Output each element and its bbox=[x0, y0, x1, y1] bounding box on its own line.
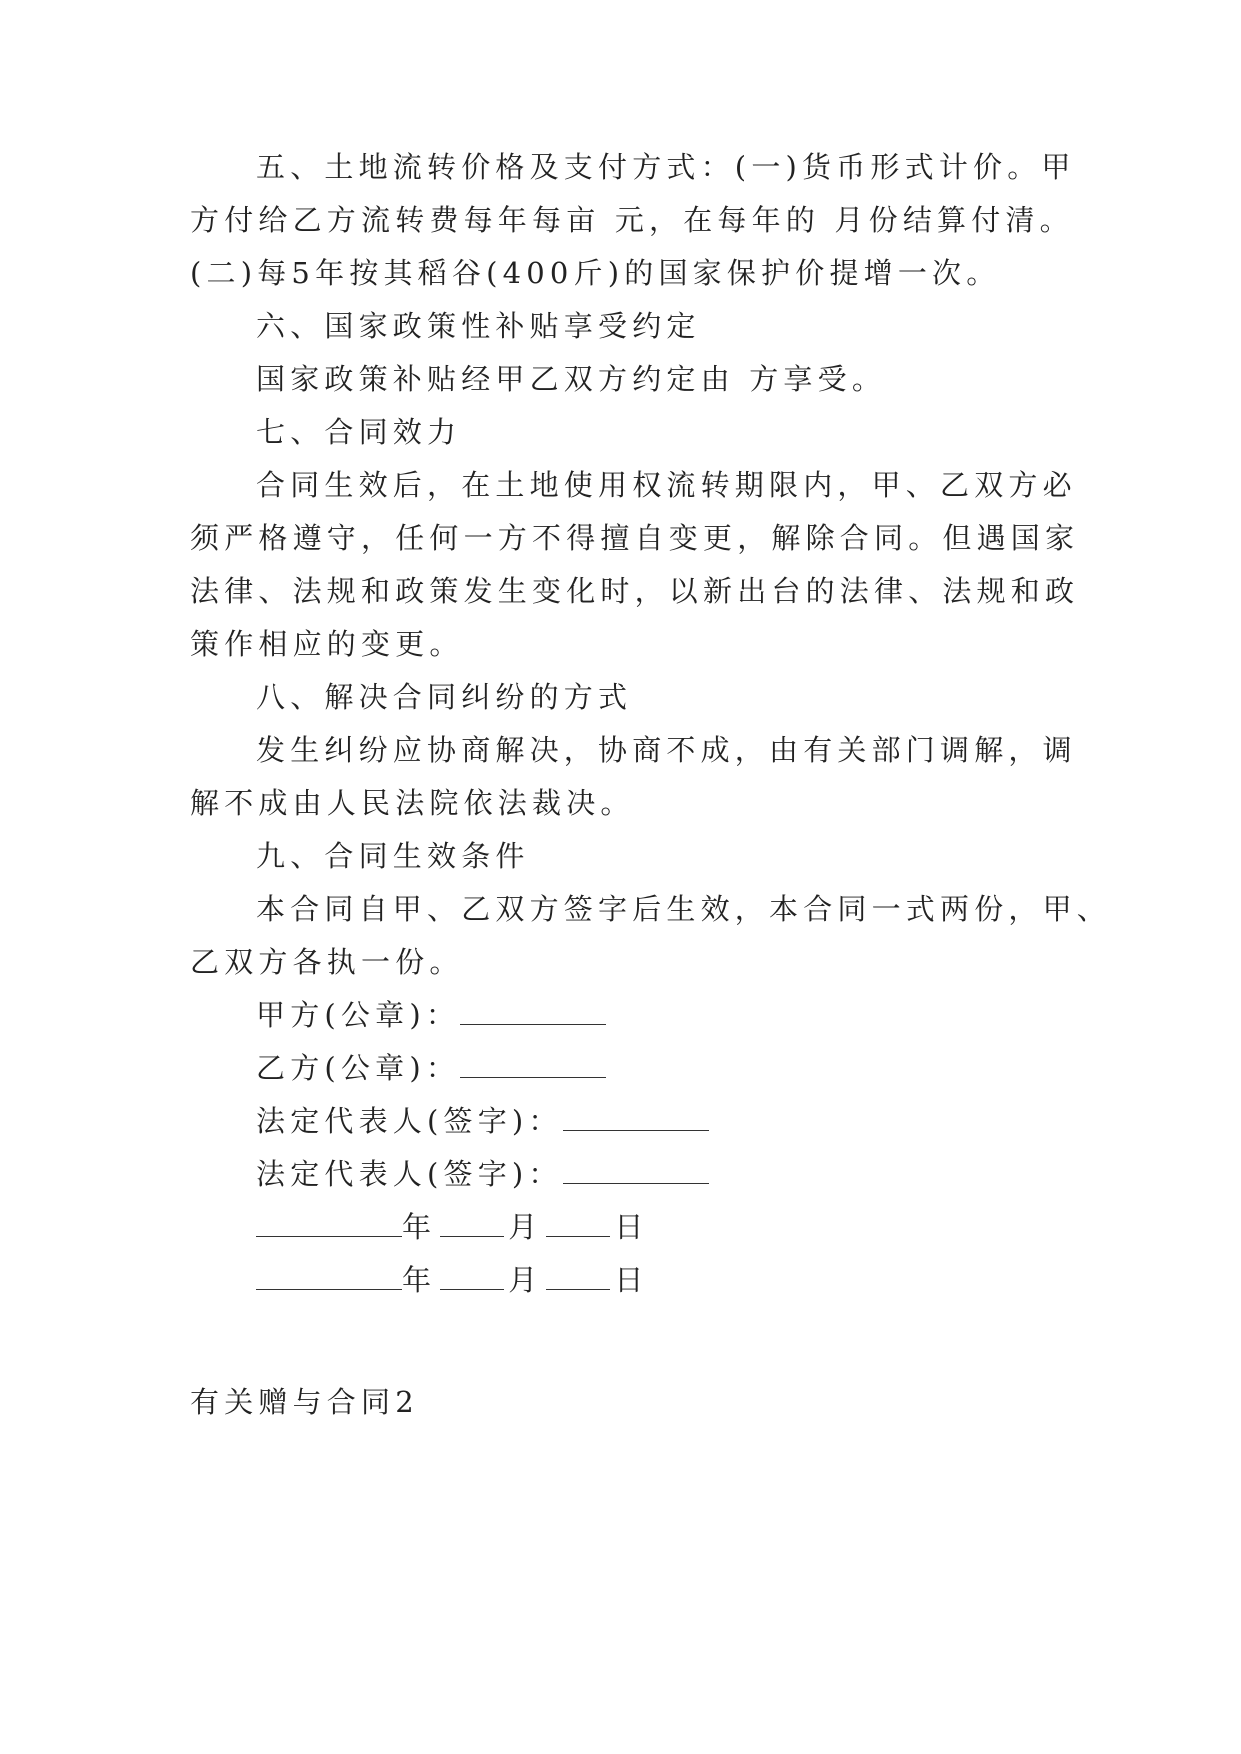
rep-1-label: 法定代表人(签字)： bbox=[256, 1104, 563, 1138]
year-label: 年 bbox=[402, 1263, 437, 1297]
clause-8-line-2: 解不成由人民法院依法裁决。 bbox=[190, 786, 635, 820]
clause-9-heading: 九、合同生效条件 bbox=[256, 839, 530, 873]
month-label: 月 bbox=[508, 1263, 543, 1297]
year-blank bbox=[256, 1210, 402, 1237]
month-blank bbox=[440, 1263, 504, 1290]
rep-1-blank bbox=[563, 1104, 709, 1131]
day-label: 日 bbox=[614, 1210, 649, 1244]
party-a-label: 甲方(公章)： bbox=[256, 998, 461, 1032]
month-label: 月 bbox=[508, 1210, 543, 1244]
rep-2-blank bbox=[563, 1157, 709, 1184]
party-b-blank bbox=[460, 1051, 606, 1078]
day-blank bbox=[546, 1210, 610, 1237]
year-blank bbox=[256, 1263, 402, 1290]
rep-2-signature-row bbox=[256, 1154, 709, 1194]
party-a-blank bbox=[460, 998, 606, 1025]
year-label: 年 bbox=[402, 1210, 437, 1244]
clause-6-heading: 六、国家政策性补贴享受约定 bbox=[256, 309, 701, 343]
clause-7-heading: 七、合同效力 bbox=[256, 415, 462, 449]
clause-7-line-3: 法律、法规和政策发生变化时，以新出台的法律、法规和政 bbox=[190, 574, 1080, 608]
month-blank bbox=[440, 1210, 504, 1237]
clause-9-line-1: 本合同自甲、乙双方签字后生效，本合同一式两份，甲、 bbox=[256, 892, 1112, 926]
date-row-1 bbox=[256, 1207, 649, 1247]
clause-8-line-1: 发生纠纷应协商解决，协商不成，由有关部门调解，调 bbox=[256, 733, 1077, 767]
party-a-signature-row bbox=[256, 995, 606, 1035]
day-blank bbox=[546, 1263, 610, 1290]
next-section-title: 有关赠与合同2 bbox=[190, 1385, 419, 1419]
party-b-signature-row bbox=[256, 1048, 606, 1088]
party-b-label: 乙方(公章)： bbox=[256, 1051, 461, 1085]
date-row-2 bbox=[256, 1260, 649, 1300]
clause-8-heading: 八、解决合同纠纷的方式 bbox=[256, 680, 633, 714]
rep-2-label: 法定代表人(签字)： bbox=[256, 1157, 563, 1191]
rep-1-signature-row bbox=[256, 1101, 709, 1141]
clause-7-line-2: 须严格遵守，任何一方不得擅自变更，解除合同。但遇国家 bbox=[190, 521, 1080, 555]
clause-5-line-2: 方付给乙方流转费每年每亩 元，在每年的 月份结算付清。 bbox=[190, 203, 1074, 237]
clause-5-line-3: (二)每5年按其稻谷(400斤)的国家保护价提增一次。 bbox=[190, 256, 1001, 290]
clause-5-line-1: 五、土地流转价格及支付方式：(一)货币形式计价。甲 bbox=[256, 150, 1076, 184]
clause-6-text: 国家政策补贴经甲乙双方约定由 方享受。 bbox=[256, 362, 887, 396]
clause-7-line-1: 合同生效后，在土地使用权流转期限内，甲、乙双方必 bbox=[256, 468, 1077, 502]
day-label: 日 bbox=[614, 1263, 649, 1297]
clause-7-line-4: 策作相应的变更。 bbox=[190, 627, 464, 661]
clause-9-line-2: 乙双方各执一份。 bbox=[190, 945, 464, 979]
